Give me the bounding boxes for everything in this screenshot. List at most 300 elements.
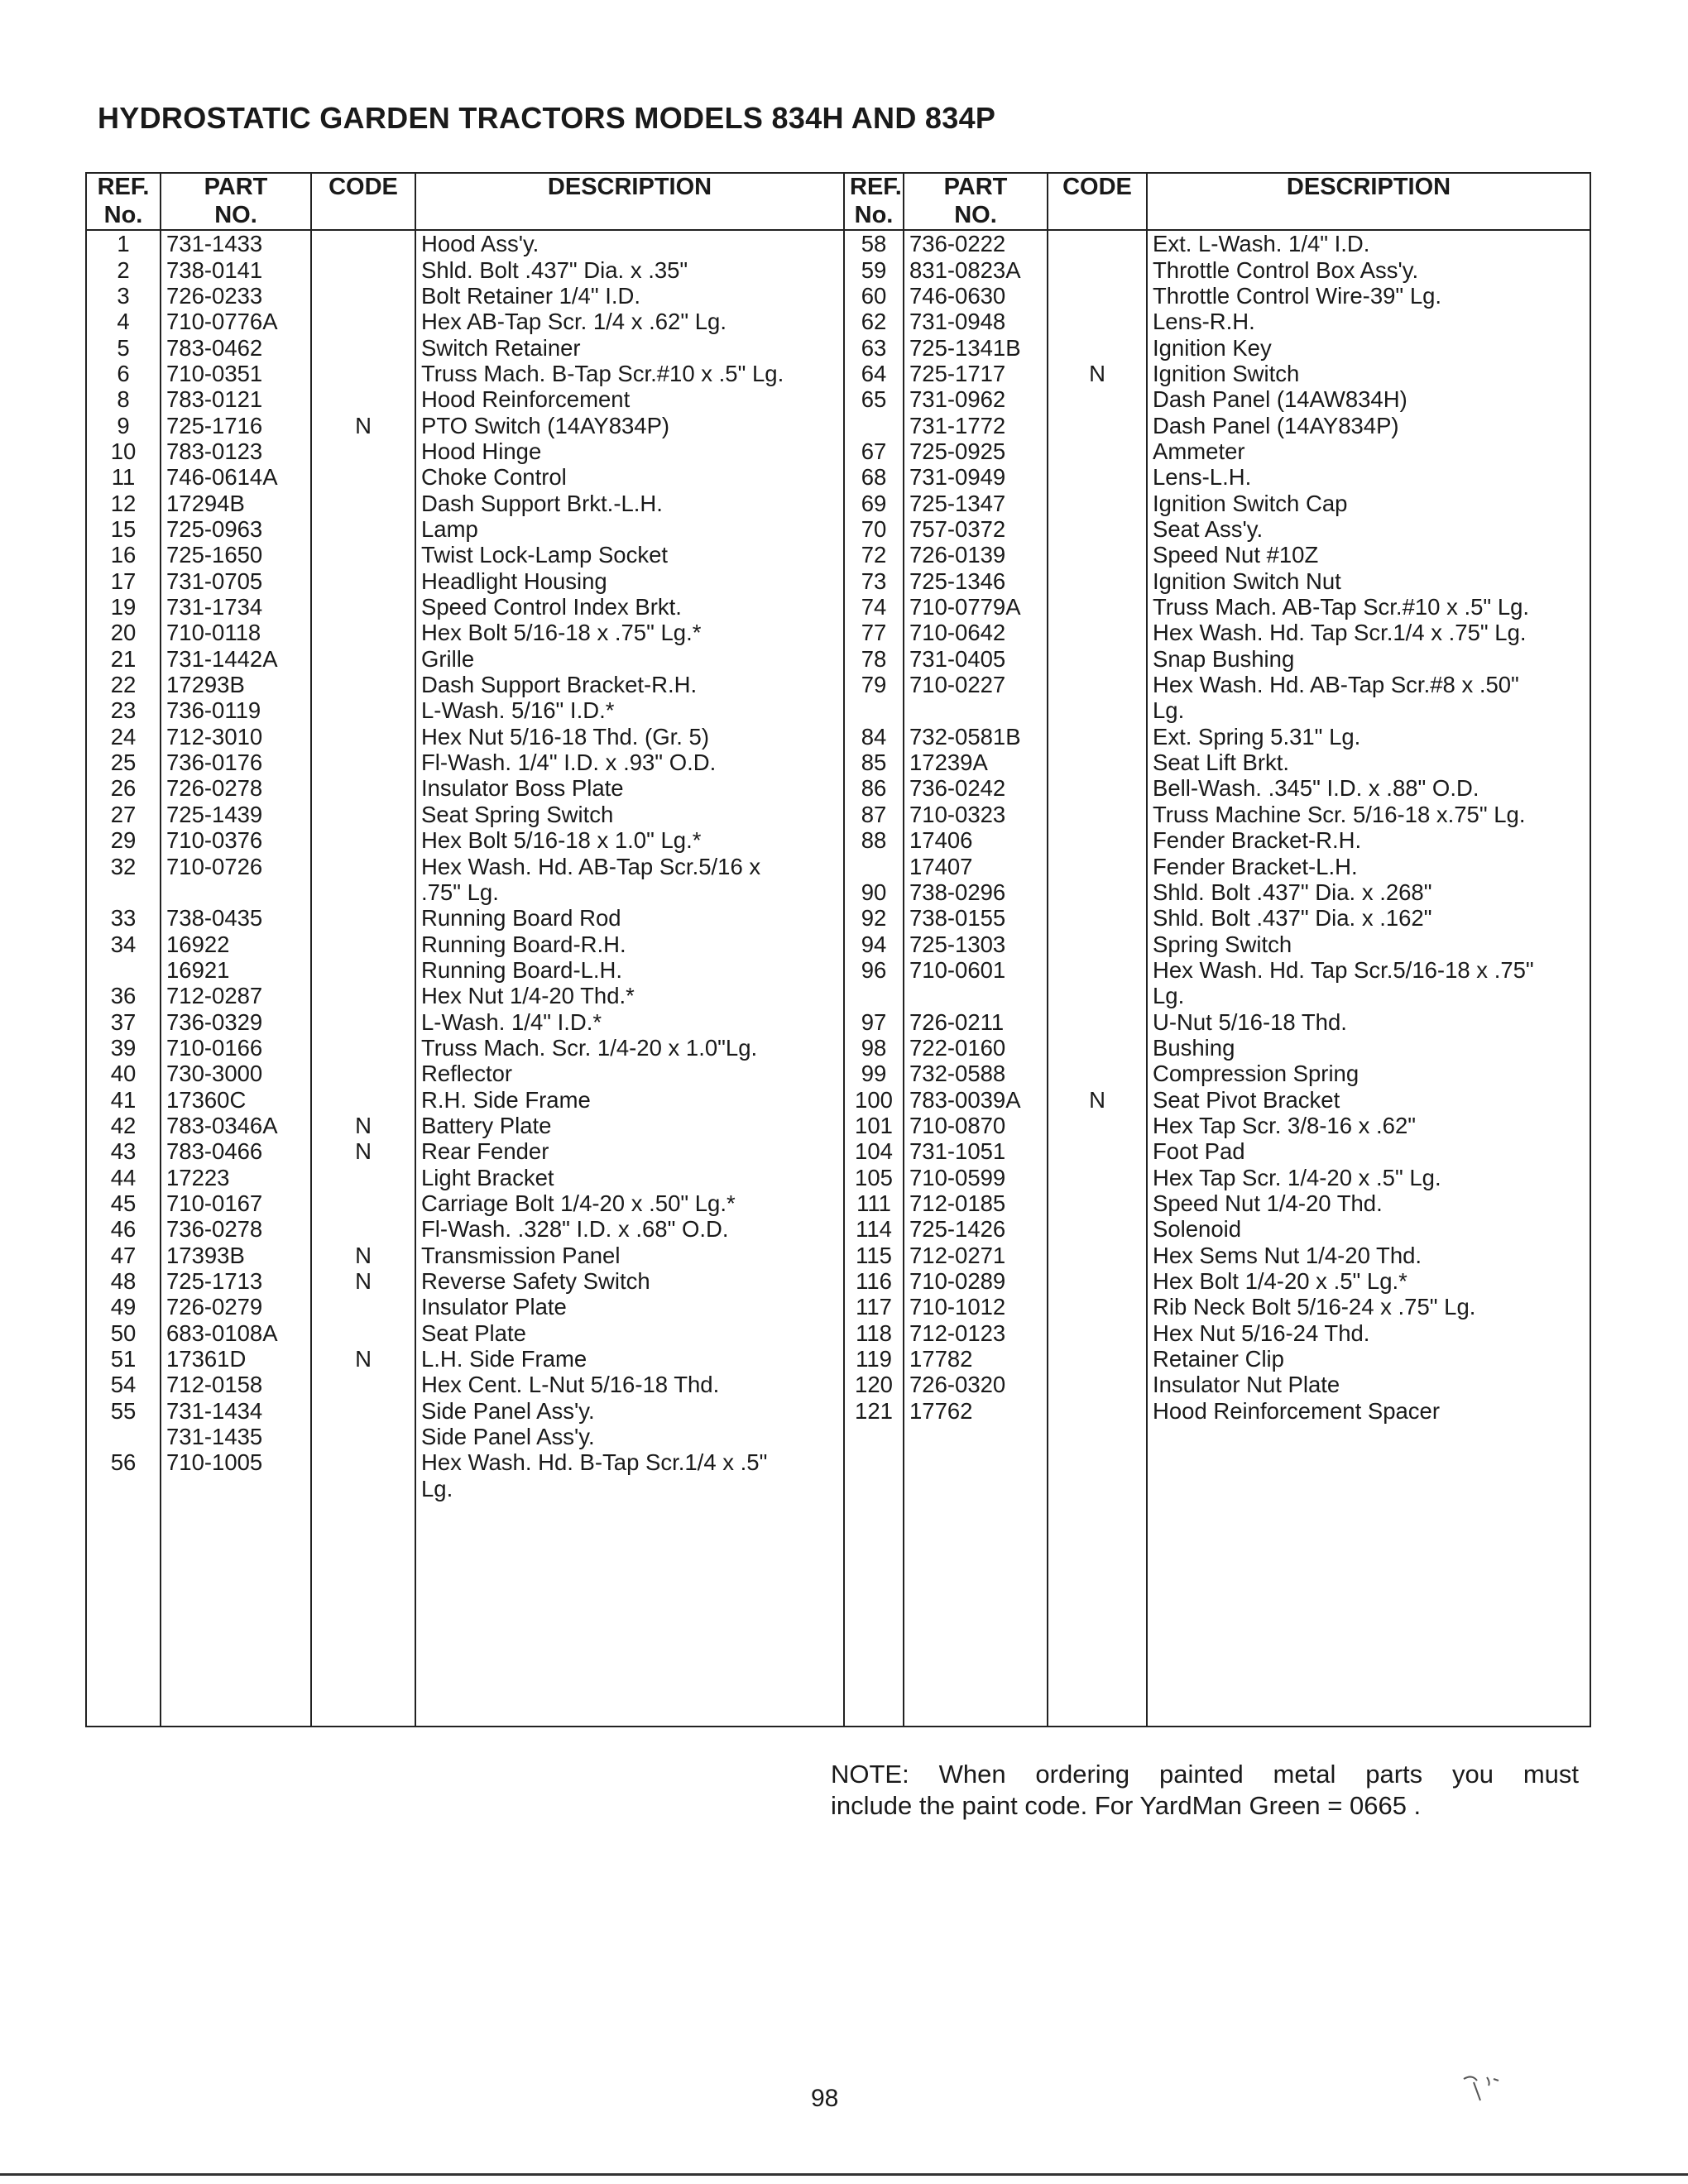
code-cell [1048,1216,1147,1242]
ref-no-cell [844,854,904,879]
part-no-cell: 738-0435 [161,905,311,931]
description-cell: Insulator Boss Plate [415,775,844,801]
header-part-no: NO. [904,202,1048,231]
code-cell [1048,672,1147,697]
table-row [86,1243,1590,1268]
ref-no-cell: 74 [844,594,904,620]
part-no-cell: 710-0601 [904,957,1048,983]
description-cell: Throttle Control Wire-39" Lg. [1147,283,1590,309]
description-cell: Compression Spring [1147,1061,1590,1086]
ref-no-cell: 23 [86,697,161,723]
part-no-cell: 738-0141 [161,257,311,283]
table-row [86,413,1590,438]
part-no-cell: 783-0466 [161,1138,311,1164]
header-ref-no: No. [86,202,161,231]
part-no-cell: 725-1439 [161,802,311,827]
ref-no-cell: 6 [86,361,161,386]
ref-no-cell: 58 [844,230,904,256]
part-no-cell: 736-0242 [904,775,1048,801]
description-cell: Reflector [415,1061,844,1086]
description-cell: Choke Control [415,464,844,490]
code-cell [311,386,415,412]
table-row [86,1476,1590,1727]
part-no-cell: 17361D [161,1346,311,1372]
code-cell [311,827,415,853]
table-row [86,361,1590,386]
code-cell [1048,983,1147,1008]
description-cell: Ammeter [1147,438,1590,464]
ref-no-cell: 27 [86,802,161,827]
description-cell: Truss Machine Scr. 5/16-18 x.75" Lg. [1147,802,1590,827]
description-cell: Rear Fender [415,1138,844,1164]
code-cell [1048,905,1147,931]
description-cell: Snap Bushing [1147,646,1590,672]
ref-no-cell: 42 [86,1113,161,1138]
code-cell [311,491,415,516]
part-no-cell: 712-0287 [161,983,311,1008]
part-no-cell: 746-0630 [904,283,1048,309]
description-cell: Hex Nut 5/16-24 Thd. [1147,1320,1590,1346]
table-row [86,1165,1590,1190]
ref-no-cell: 12 [86,491,161,516]
part-no-cell: 710-0726 [161,854,311,879]
table-row [86,1372,1590,1397]
ref-no-cell [844,1476,904,1727]
description-cell: Speed Nut 1/4-20 Thd. [1147,1190,1590,1216]
table-row [86,1346,1590,1372]
description-cell: Switch Retainer [415,335,844,361]
part-no-cell: 710-0289 [904,1268,1048,1294]
ref-no-cell: 73 [844,568,904,594]
description-cell: Seat Lift Brkt. [1147,750,1590,775]
ref-no-cell [844,697,904,723]
ref-no-cell: 86 [844,775,904,801]
table-row [86,1424,1590,1449]
description-cell: Running Board-L.H. [415,957,844,983]
header-ref-no: No. [844,202,904,231]
ref-no-cell [86,957,161,983]
description-cell: L-Wash. 5/16" I.D.* [415,697,844,723]
code-cell [311,724,415,750]
ref-no-cell: 100 [844,1087,904,1113]
ref-no-cell: 70 [844,516,904,542]
part-no-cell [904,1449,1048,1475]
description-cell: PTO Switch (14AY834P) [415,413,844,438]
part-no-cell: 731-0962 [904,386,1048,412]
description-cell: Hex Tap Scr. 3/8-16 x .62" [1147,1113,1590,1138]
code-cell [311,309,415,334]
description-cell: Ext. L-Wash. 1/4" I.D. [1147,230,1590,256]
part-no-cell: 710-0167 [161,1190,311,1216]
table-row [86,775,1590,801]
description-cell: Fender Bracket-R.H. [1147,827,1590,853]
part-no-cell: 16921 [161,957,311,983]
part-no-cell: 731-1051 [904,1138,1048,1164]
description-cell: Ext. Spring 5.31" Lg. [1147,724,1590,750]
description-cell: Seat Ass'y. [1147,516,1590,542]
code-cell: N [311,1138,415,1164]
ref-no-cell: 117 [844,1294,904,1320]
code-cell [311,1372,415,1397]
part-no-cell: 731-0949 [904,464,1048,490]
part-no-cell: 725-1717 [904,361,1048,386]
table-row [86,594,1590,620]
code-cell [1048,335,1147,361]
description-cell: Hex Bolt 1/4-20 x .5" Lg.* [1147,1268,1590,1294]
code-cell [1048,957,1147,983]
paint-code-note [831,1759,1579,1822]
description-cell: L.H. Side Frame [415,1346,844,1372]
table-row [86,464,1590,490]
description-cell: Lg. [1147,697,1590,723]
code-cell [1048,309,1147,334]
part-no-cell: 725-0963 [161,516,311,542]
description-cell: Shld. Bolt .437" Dia. x .162" [1147,905,1590,931]
ref-no-cell: 116 [844,1268,904,1294]
part-no-cell: 725-1303 [904,932,1048,957]
ref-no-cell: 64 [844,361,904,386]
description-cell: Rib Neck Bolt 5/16-24 x .75" Lg. [1147,1294,1590,1320]
code-cell [311,464,415,490]
header-ref: REF. [86,173,161,202]
code-cell: N [311,1243,415,1268]
code-cell [1048,283,1147,309]
description-cell: Truss Mach. Scr. 1/4-20 x 1.0"Lg. [415,1035,844,1061]
code-cell [1048,542,1147,568]
code-cell [1048,724,1147,750]
table-row [86,1035,1590,1061]
ref-no-cell: 90 [844,879,904,905]
ref-no-cell: 24 [86,724,161,750]
ref-no-cell: 121 [844,1398,904,1424]
description-cell: Grille [415,646,844,672]
part-no-cell [904,697,1048,723]
table-row [86,854,1590,879]
part-no-cell: 732-0581B [904,724,1048,750]
part-no-cell [904,983,1048,1008]
ref-no-cell: 72 [844,542,904,568]
description-cell: Hex Cent. L-Nut 5/16-18 Thd. [415,1372,844,1397]
part-no-cell: 710-0351 [161,361,311,386]
table-row [86,491,1590,516]
part-no-cell: 726-0139 [904,542,1048,568]
header-part: PART [161,173,311,202]
ref-no-cell: 96 [844,957,904,983]
part-no-cell: 731-1433 [161,230,311,256]
description-cell: Truss Mach. B-Tap Scr.#10 x .5" Lg. [415,361,844,386]
code-cell [1048,1009,1147,1035]
code-cell [311,1216,415,1242]
table-row [86,1138,1590,1164]
part-no-cell: 17294B [161,491,311,516]
ref-no-cell: 111 [844,1190,904,1216]
description-cell: Foot Pad [1147,1138,1590,1164]
description-cell: Shld. Bolt .437" Dia. x .35" [415,257,844,283]
description-cell: Hood Reinforcement [415,386,844,412]
part-no-cell: 731-1442A [161,646,311,672]
part-no-cell: 736-0222 [904,230,1048,256]
description-cell: Seat Spring Switch [415,802,844,827]
ref-no-cell: 40 [86,1061,161,1086]
code-cell [1048,750,1147,775]
part-no-cell: 732-0588 [904,1061,1048,1086]
table-row [86,1449,1590,1475]
handwritten-mark [1460,2072,1510,2114]
ref-no-cell: 29 [86,827,161,853]
ref-no-cell: 62 [844,309,904,334]
code-cell [311,257,415,283]
part-no-cell: 17782 [904,1346,1048,1372]
description-cell [1147,1476,1590,1727]
table-row [86,283,1590,309]
code-cell [1048,1398,1147,1424]
code-cell [1048,1372,1147,1397]
part-no-cell: 736-0176 [161,750,311,775]
part-no-cell: 17407 [904,854,1048,879]
code-cell [1048,1449,1147,1475]
code-cell [311,1320,415,1346]
code-cell [1048,438,1147,464]
description-cell: Bolt Retainer 1/4" I.D. [415,283,844,309]
ref-no-cell: 20 [86,620,161,645]
description-cell: Hex Sems Nut 1/4-20 Thd. [1147,1243,1590,1268]
code-cell [311,335,415,361]
ref-no-cell: 54 [86,1372,161,1397]
ref-no-cell: 69 [844,491,904,516]
part-no-cell: 712-0158 [161,1372,311,1397]
table-row [86,257,1590,283]
code-cell: N [311,1113,415,1138]
description-cell: Insulator Plate [415,1294,844,1320]
description-cell: Headlight Housing [415,568,844,594]
table-row [86,1087,1590,1113]
table-row [86,827,1590,853]
part-no-cell: 17762 [904,1398,1048,1424]
part-no-cell: 783-0123 [161,438,311,464]
ref-no-cell: 32 [86,854,161,879]
ref-no-cell: 43 [86,1138,161,1164]
part-no-cell: 725-0925 [904,438,1048,464]
description-cell: Running Board-R.H. [415,932,844,957]
page-title: HYDROSTATIC GARDEN TRACTORS MODELS 834H AND 834P [98,101,996,135]
description-cell [1147,1449,1590,1475]
description-cell: Dash Panel (14AW834H) [1147,386,1590,412]
table-row [86,932,1590,957]
part-no-cell: 783-0121 [161,386,311,412]
ref-no-cell: 19 [86,594,161,620]
part-no-cell: 726-0279 [161,1294,311,1320]
ref-no-cell: 2 [86,257,161,283]
code-cell [311,1061,415,1086]
table-row [86,672,1590,697]
description-cell: Hex Bolt 5/16-18 x 1.0" Lg.* [415,827,844,853]
code-cell [1048,697,1147,723]
part-no-cell: 710-0779A [904,594,1048,620]
ref-no-cell: 92 [844,905,904,931]
table-row [86,1268,1590,1294]
code-cell [311,1449,415,1475]
table-row [86,335,1590,361]
description-cell: Ignition Key [1147,335,1590,361]
code-cell [1048,1320,1147,1346]
table-row [86,879,1590,905]
description-cell: Lg. [415,1476,844,1727]
ref-no-cell: 88 [844,827,904,853]
description-cell: .75" Lg. [415,879,844,905]
ref-no-cell [844,983,904,1008]
note-line: NOTE: When ordering painted metal parts you must [831,1760,1579,1789]
part-no-cell: 710-0227 [904,672,1048,697]
ref-no-cell: 48 [86,1268,161,1294]
code-cell [311,542,415,568]
part-no-cell: 710-0118 [161,620,311,645]
code-cell: N [311,1346,415,1372]
code-cell [311,854,415,879]
ref-no-cell: 99 [844,1061,904,1086]
ref-no-cell: 26 [86,775,161,801]
part-no-cell: 736-0329 [161,1009,311,1035]
table-row [86,516,1590,542]
description-cell: Bushing [1147,1035,1590,1061]
part-no-cell: 726-0320 [904,1372,1048,1397]
table-row [86,983,1590,1008]
parts-table [85,172,1591,1727]
part-no-cell: 731-0705 [161,568,311,594]
description-cell: Lens-L.H. [1147,464,1590,490]
parts-table-body [86,230,1590,1727]
description-cell: Ignition Switch [1147,361,1590,386]
part-no-cell: 783-0346A [161,1113,311,1138]
description-cell: L-Wash. 1/4" I.D.* [415,1009,844,1035]
part-no-cell: 17406 [904,827,1048,853]
table-row [86,750,1590,775]
description-cell: Transmission Panel [415,1243,844,1268]
ref-no-cell: 1 [86,230,161,256]
part-no-cell: 831-0823A [904,257,1048,283]
table-row [86,620,1590,645]
description-cell: Running Board Rod [415,905,844,931]
description-cell: Lg. [1147,983,1590,1008]
description-cell: Hex Tap Scr. 1/4-20 x .5" Lg. [1147,1165,1590,1190]
ref-no-cell: 21 [86,646,161,672]
part-no-cell: 710-0323 [904,802,1048,827]
code-cell [311,1294,415,1320]
part-no-cell: 710-1012 [904,1294,1048,1320]
code-cell [1048,1243,1147,1268]
ref-no-cell: 94 [844,932,904,957]
header-code: CODE [311,173,415,202]
description-cell: Carriage Bolt 1/4-20 x .50" Lg.* [415,1190,844,1216]
part-no-cell: 738-0155 [904,905,1048,931]
part-no-cell: 710-0870 [904,1113,1048,1138]
part-no-cell: 710-0376 [161,827,311,853]
description-cell: Retainer Clip [1147,1346,1590,1372]
description-cell: Dash Support Brkt.-L.H. [415,491,844,516]
ref-no-cell [844,413,904,438]
ref-no-cell: 51 [86,1346,161,1372]
code-cell [1048,802,1147,827]
part-no-cell: 725-1347 [904,491,1048,516]
page-number: 98 [811,2085,839,2112]
ref-no-cell: 67 [844,438,904,464]
code-cell [1048,1035,1147,1061]
code-cell [1048,1294,1147,1320]
ref-no-cell: 68 [844,464,904,490]
part-no-cell: 731-0405 [904,646,1048,672]
ref-no-cell: 78 [844,646,904,672]
ref-no-cell: 41 [86,1087,161,1113]
part-no-cell: 725-1341B [904,335,1048,361]
code-cell [1048,230,1147,256]
description-cell: Fender Bracket-L.H. [1147,854,1590,879]
code-cell [311,620,415,645]
code-cell [1048,386,1147,412]
ref-no-cell: 84 [844,724,904,750]
ref-no-cell: 5 [86,335,161,361]
code-cell [311,775,415,801]
part-no-cell [161,1476,311,1727]
code-cell [311,879,415,905]
code-cell [1048,1138,1147,1164]
ref-no-cell: 25 [86,750,161,775]
part-no-cell: 17293B [161,672,311,697]
code-cell [311,1476,415,1727]
part-no-cell: 783-0039A [904,1087,1048,1113]
code-cell [1048,879,1147,905]
description-cell: Light Bracket [415,1165,844,1190]
part-no-cell: 736-0278 [161,1216,311,1242]
code-cell [1048,464,1147,490]
description-cell: Hex Wash. Hd. Tap Scr.1/4 x .75" Lg. [1147,620,1590,645]
code-cell [1048,1113,1147,1138]
part-no-cell: 726-0278 [161,775,311,801]
description-cell: Lamp [415,516,844,542]
ref-no-cell: 11 [86,464,161,490]
ref-no-cell [844,1424,904,1449]
part-no-cell [161,879,311,905]
description-cell: Hex Nut 5/16-18 Thd. (Gr. 5) [415,724,844,750]
code-cell [311,672,415,697]
ref-no-cell: 119 [844,1346,904,1372]
part-no-cell: 746-0614A [161,464,311,490]
table-row [86,438,1590,464]
bottom-rule [0,2173,1688,2176]
part-no-cell: 726-0233 [161,283,311,309]
code-cell [1048,932,1147,957]
part-no-cell: 710-0776A [161,309,311,334]
part-no-cell: 725-1713 [161,1268,311,1294]
description-cell: Seat Pivot Bracket [1147,1087,1590,1113]
ref-no-cell: 98 [844,1035,904,1061]
description-cell: Fl-Wash. .328" I.D. x .68" O.D. [415,1216,844,1242]
description-cell: Hex Wash. Hd. AB-Tap Scr.5/16 x [415,854,844,879]
description-cell: Hex Bolt 5/16-18 x .75" Lg.* [415,620,844,645]
part-no-cell: 712-0271 [904,1243,1048,1268]
table-row [86,230,1590,256]
code-cell [311,983,415,1008]
code-cell [311,1165,415,1190]
part-no-cell [904,1424,1048,1449]
code-cell [311,1398,415,1424]
part-no-cell: 731-1434 [161,1398,311,1424]
code-cell: N [1048,1087,1147,1113]
part-no-cell: 710-0166 [161,1035,311,1061]
ref-no-cell: 37 [86,1009,161,1035]
code-cell [1048,1268,1147,1294]
ref-no-cell: 85 [844,750,904,775]
part-no-cell: 17223 [161,1165,311,1190]
ref-no-cell: 60 [844,283,904,309]
